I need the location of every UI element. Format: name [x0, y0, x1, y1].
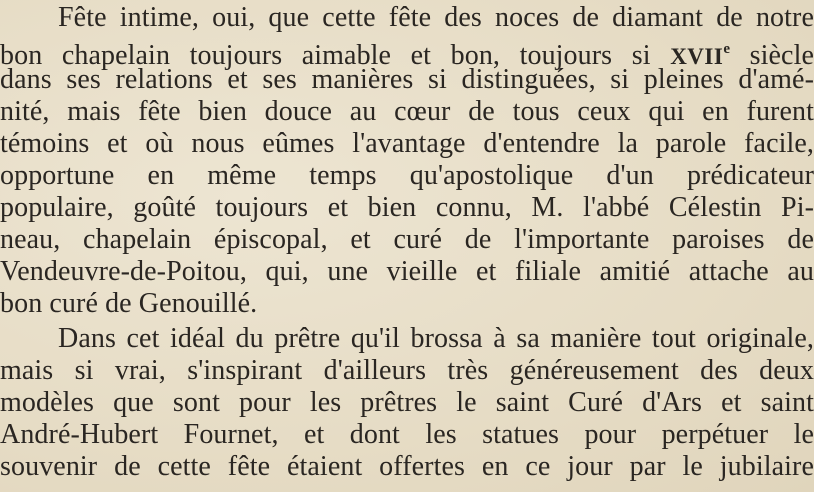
- text-line: mais si vrai, s'inspirant d'ailleurs très généreusement des deux: [0, 355, 814, 386]
- text-fragment: siècle: [730, 40, 814, 71]
- text-line: souvenir de cette fête étaient offertes en ce jour par le jubilaire: [0, 451, 814, 482]
- text-line: témoins et où nous eûmes l'avantage d'entendre la parole facile,: [0, 128, 814, 159]
- text-line-with-century: [0, 33, 814, 71]
- text-line: André-Hubert Fournet, et dont les statues pour perpétuer le: [0, 419, 814, 450]
- century-suffix: e: [723, 41, 731, 57]
- text-line: neau, chapelain épiscopal, et curé de l'importante paroises de: [0, 224, 814, 255]
- century-numeral: XVII: [670, 44, 724, 69]
- text-line: dans ses relations et ses manières si distinguées, si pleines d'amé-: [0, 64, 814, 95]
- text-line: nité, mais fête bien douce au cœur de tous ceux qui en furent: [0, 96, 814, 127]
- text-fragment: bon chapelain toujours aimable et bon, toujours si: [0, 40, 671, 71]
- text-line: Dans cet idéal du prêtre qu'il brossa à sa manière tout originale,: [58, 323, 814, 354]
- text-line: bon curé de Genouillé.: [0, 288, 258, 319]
- text-line: opportune en même temps qu'apostolique d'un prédicateur: [0, 160, 814, 191]
- text-line: Vendeuvre-de-Poitou, qui, une vieille et filiale amitié attache au: [0, 256, 814, 287]
- text-line: modèles que sont pour les prêtres le saint Curé d'Ars et saint: [0, 387, 814, 418]
- text-line: Fête intime, oui, que cette fête des noces de diamant de notre: [58, 2, 814, 33]
- text-line: populaire, goûté toujours et bien connu, M. l'abbé Célestin Pi-: [0, 192, 814, 223]
